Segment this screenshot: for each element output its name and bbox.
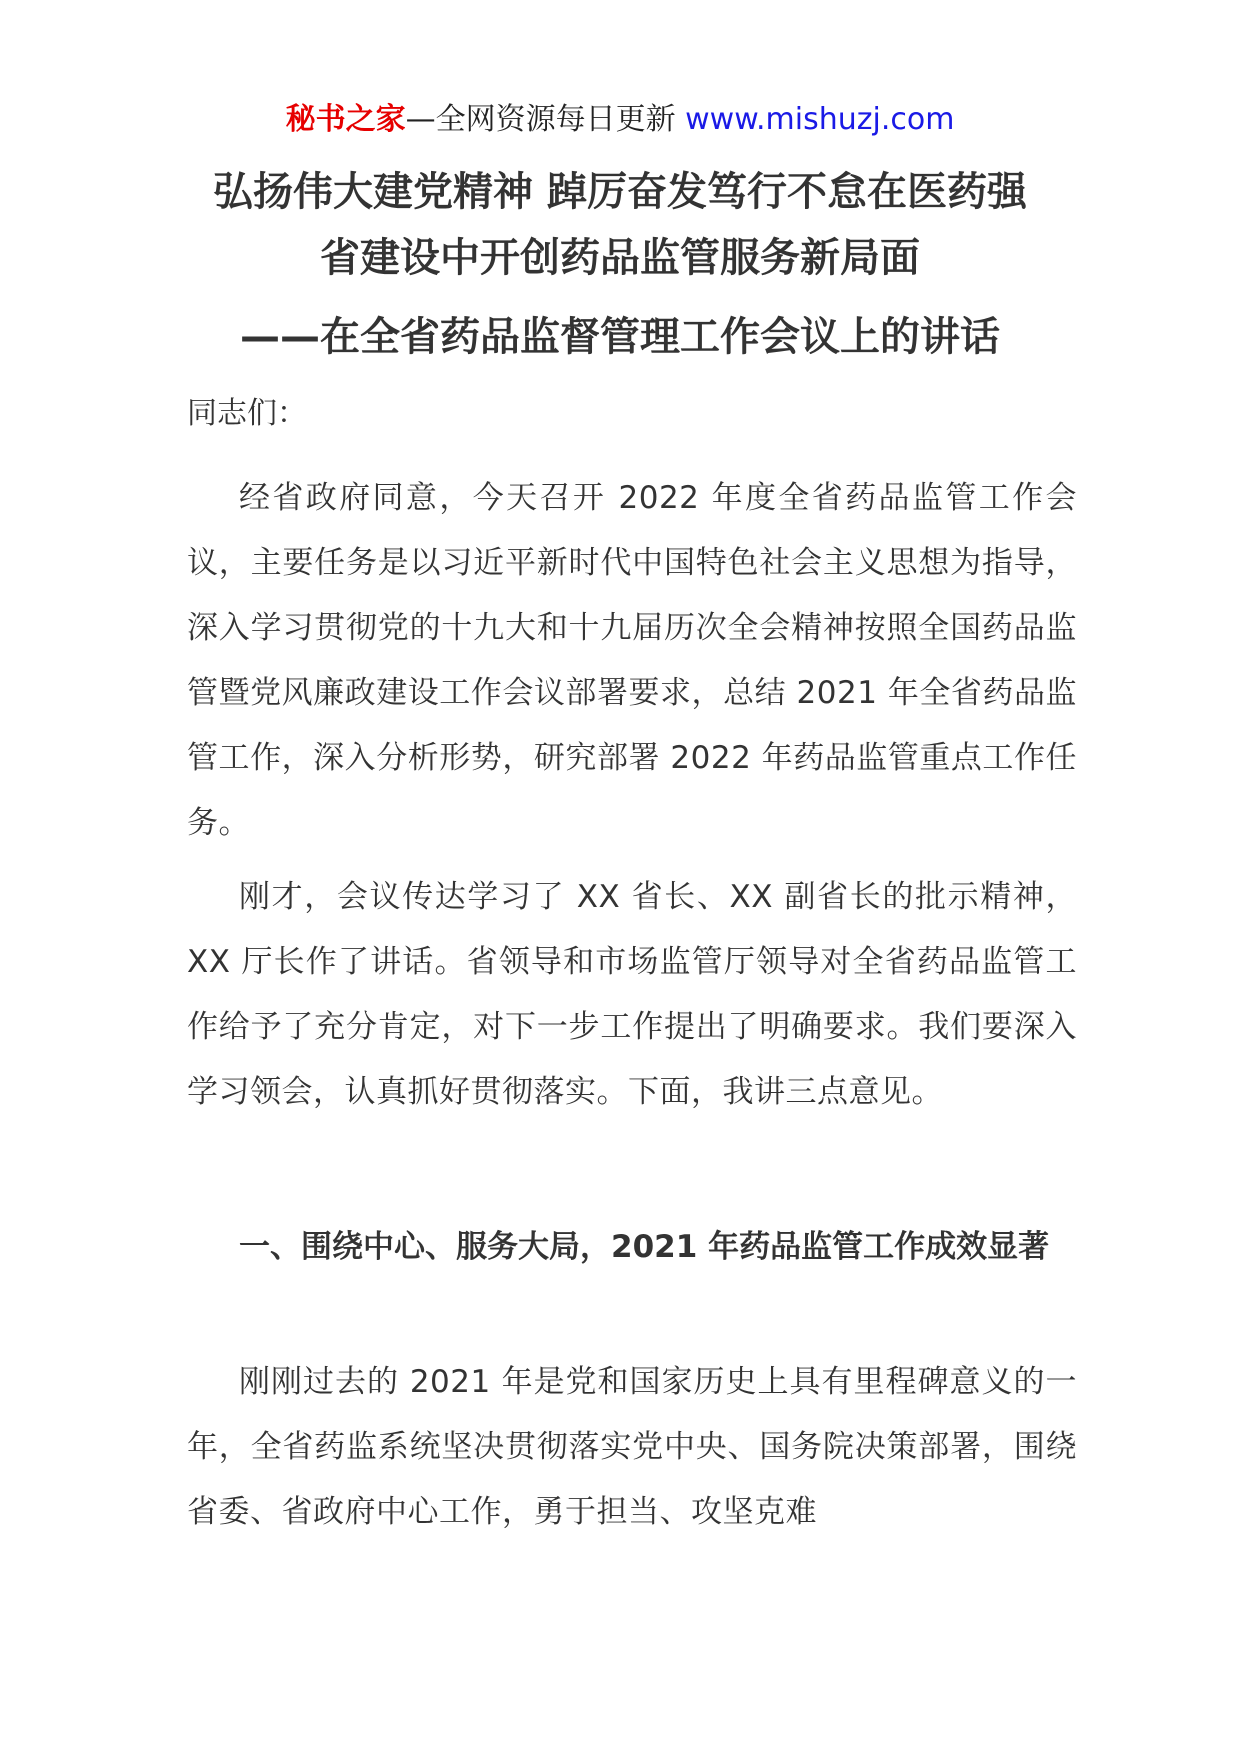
site-tagline: —全网资源每日更新 [405,102,676,137]
document-title-line-1: 弘扬伟大建党精神 踔厉奋发笃行不怠在医药强 [213,169,1027,215]
paragraph: 刚才，会议传达学习了 XX 省长、XX 副省长的批示精神，XX 厅长作了讲话。省领导和市场监管厅领导对全省药品监管工作给予了充分肯定，对下一步工作提出了明确要求。我们要深入学习领会，认真抓好贯彻落实。下面，我讲三点意见。 [187,879,1077,1110]
document-subtitle: ——在全省药品监督管理工作会议上的讲话 [240,314,1000,360]
salutation: 同志们： [187,396,307,431]
brand-name: 秘书之家 [285,102,406,137]
section-heading: 一、围绕中心、服务大局，2021 年药品监管工作成效显著 [239,1229,1050,1265]
paragraph: 刚刚过去的 2021 年是党和国家历史上具有里程碑意义的一年，全省药监系统坚决贯彻落实党中央、国务院决策部署，围绕省委、省政府中心工作，勇于担当、攻坚克难 [187,1364,1077,1530]
site-header [0,100,1240,140]
document-title-line-2: 省建设中开创药品监管服务新局面 [320,235,920,281]
paragraph: 经省政府同意，今天召开 2022 年度全省药品监管工作会议，主要任务是以习近平新时代中国特色社会主义思想为指导，深入学习贯彻党的十九大和十九届历次全会精神按照全国药品监管暨党风廉政建设工作会议部署要求，总结 2021 年全省药品监管工作，深入分析形势，研究部署 2022 年药品监管重点工作任务。 [187,480,1077,841]
site-url-link[interactable]: www.mishuzj.com [685,102,955,137]
